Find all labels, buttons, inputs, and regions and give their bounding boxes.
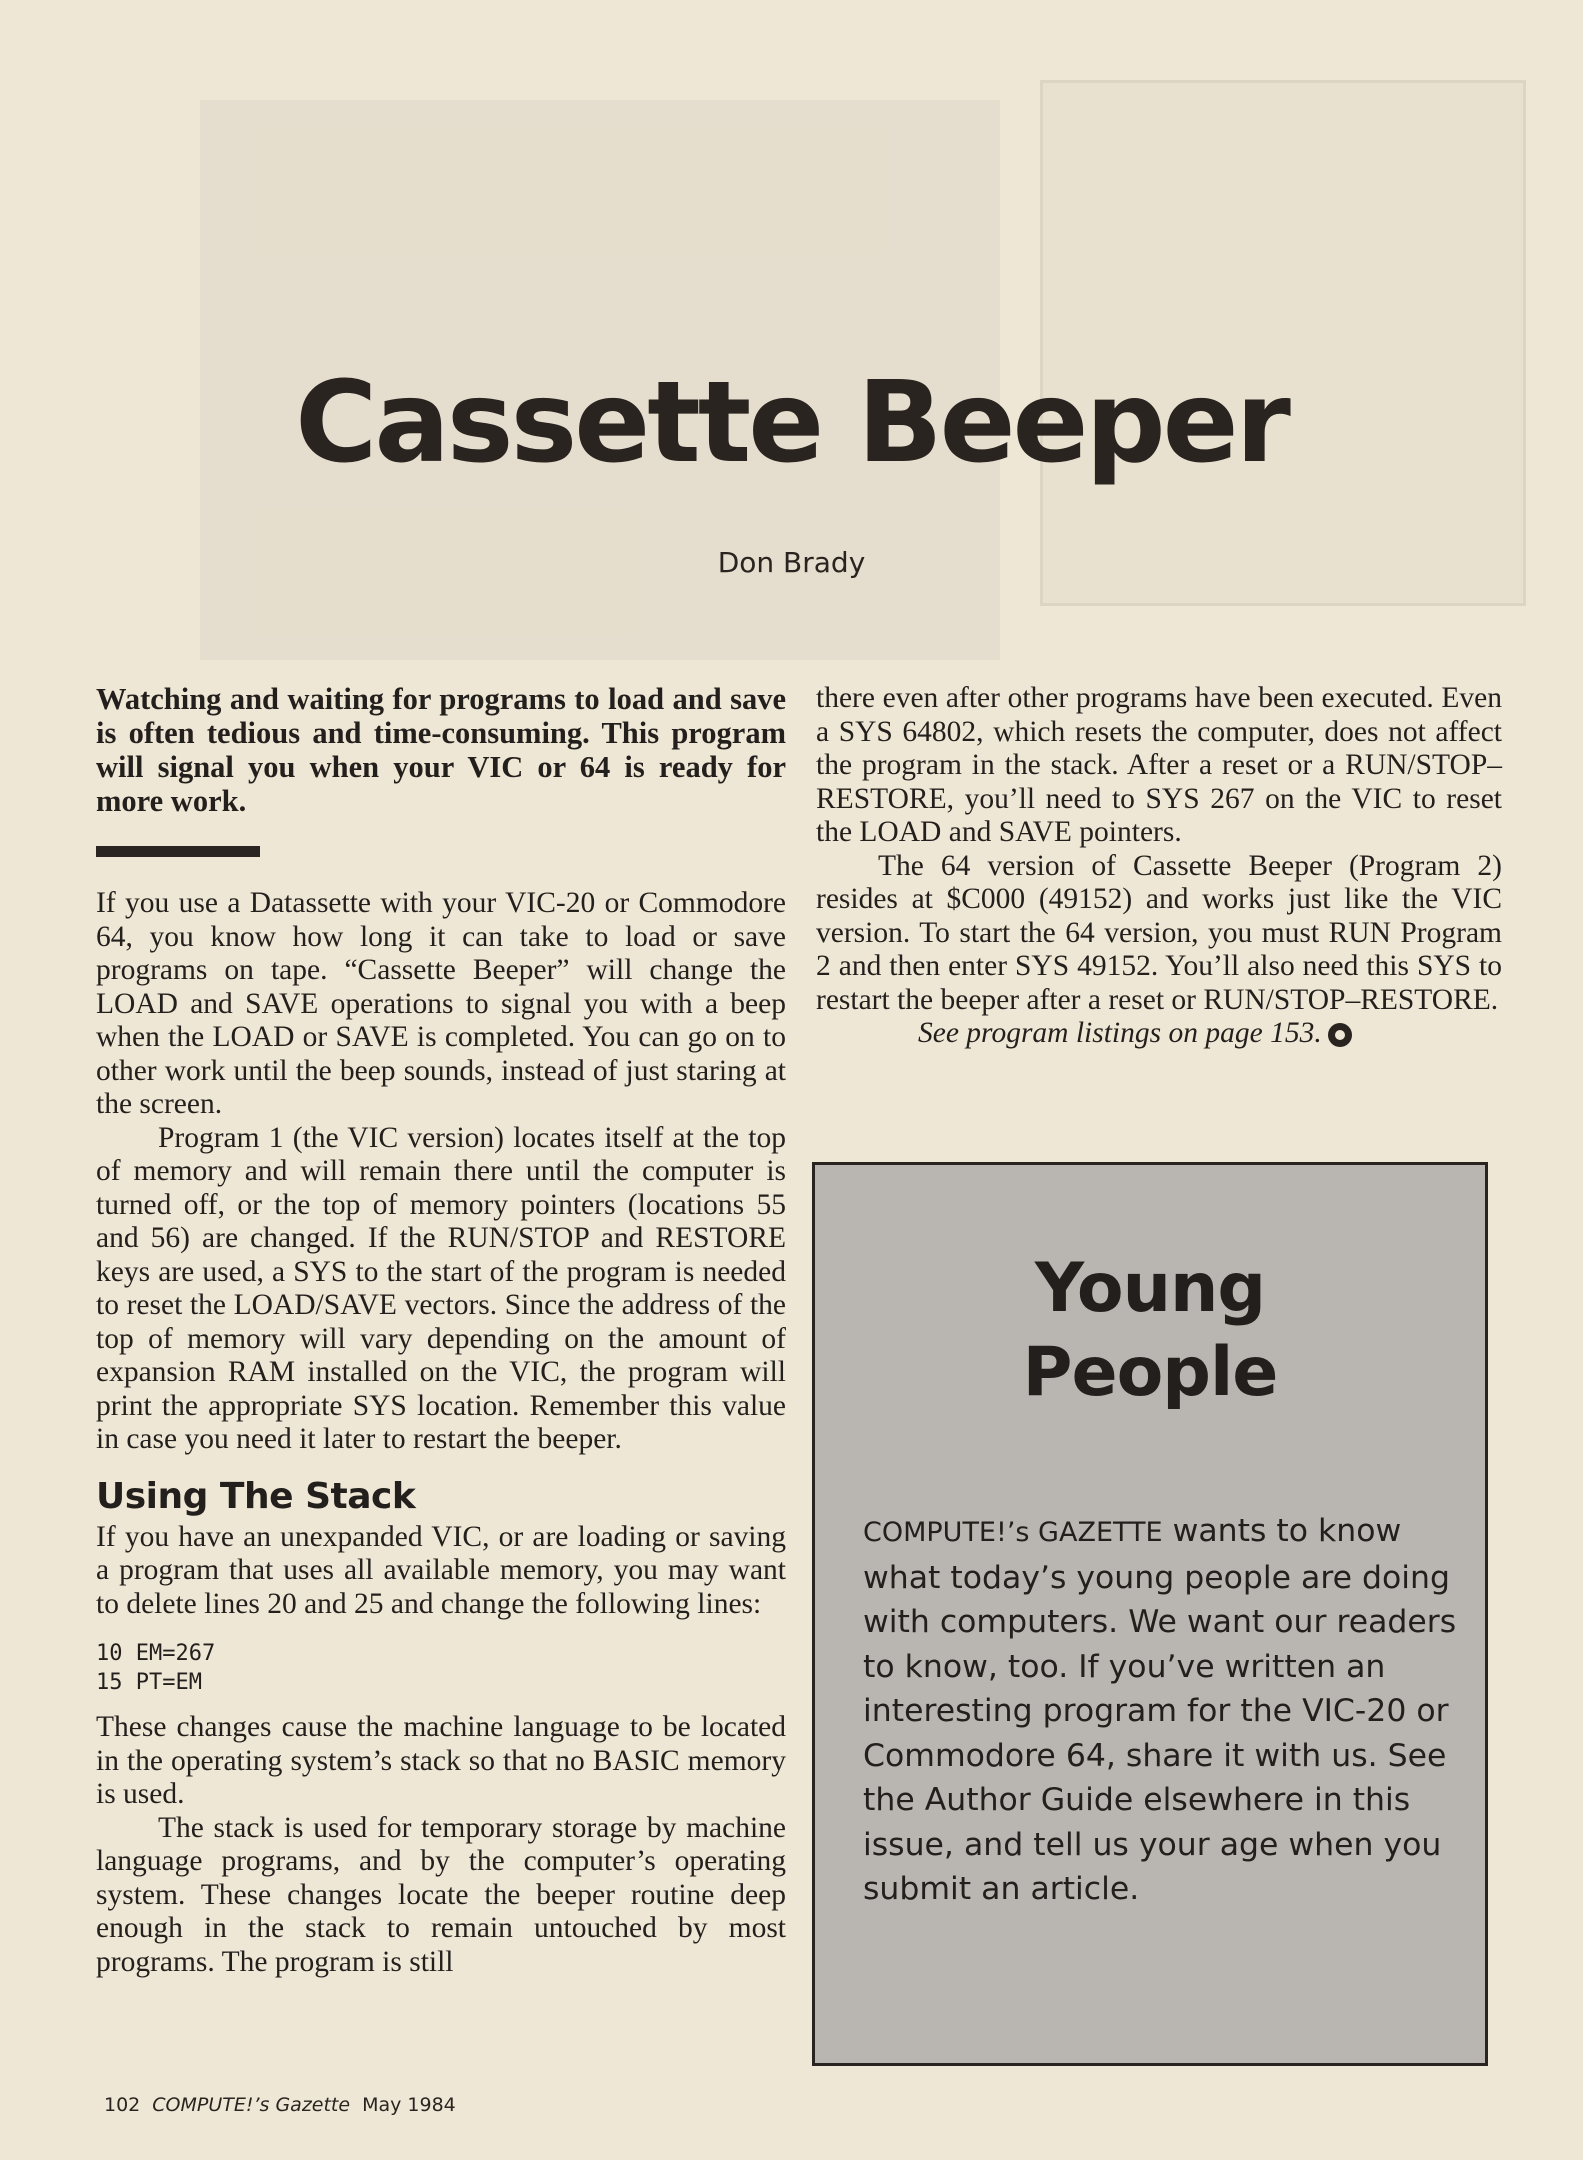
body-paragraph: Program 1 (the VIC version) locates itself at the top of memory and will remain there until the computer is turned off, or the top of memory pointers (locations 55 and 56) are changed. If the RUN/STOP and RESTORE keys are used, a SYS to the start of the program is needed to reset the LOAD/SAVE vectors. Since the address of the top of memory will vary depending on the amount of expansion RAM installed on the VIC, the program will print the appropriate SYS location. Remember this value in case you need it later to restart the beeper. xyxy=(96,1121,786,1455)
body-paragraph: The stack is used for temporary storage by machine language programs, and by the computer’s operating system. These changes locate the beeper routine deep enough in the stack to remain untouched by most programs. The program is still xyxy=(96,1811,786,1978)
divider-rule xyxy=(96,846,260,857)
end-mark-icon xyxy=(1328,1023,1352,1047)
code-listing xyxy=(96,1639,786,1697)
sidebar-body xyxy=(863,1509,1463,1912)
bleed-through-shadow xyxy=(1040,80,1526,606)
sidebar-title-line: People xyxy=(1022,1333,1278,1412)
issue-date: May 1984 xyxy=(362,2094,456,2116)
body-paragraph: there even after other programs have been executed. Even a SYS 64802, which resets the computer, does not affect the program in the stack. After a reset or a RUN/STOP–RESTORE, you’ll need to SYS 267 on the VIC to reset the LOAD and SAVE pointers. xyxy=(816,682,1502,848)
body-paragraph: The 64 version of Cassette Beeper (Program 2) resides at $C000 (49152) and works just like the VIC version. To start the 64 version, you must RUN Program 2 and then enter SYS 49152. You’ll also need this SYS to restart the beeper after a reset or RUN/STOP–RESTORE. xyxy=(816,849,1502,1016)
body-paragraph: If you use a Datassette with your VIC-20 or Commodore 64, you know how long it can take to load or save programs on tape. “Cassette Beeper” will change the LOAD and SAVE operations to signal you with a beep when the LOAD or SAVE is completed. You can go on to other work until the beep sounds, instead of just staring at the screen. xyxy=(96,887,786,1120)
right-column xyxy=(816,682,1502,1051)
listing-reference-text: See program listings on page 153. xyxy=(918,1017,1322,1049)
magazine-name: COMPUTE!’s Gazette xyxy=(152,2094,351,2116)
left-column xyxy=(96,682,786,1979)
page-number: 102 xyxy=(104,2094,141,2116)
young-people-sidebar xyxy=(812,1162,1488,2066)
author-byline: Don Brady xyxy=(717,546,866,579)
code-line: 10 EM=267 xyxy=(96,1641,216,1666)
body-paragraph: These changes cause the machine language to be located in the operating system’s stack so that no BASIC memory is used. xyxy=(96,1711,786,1810)
body-paragraph: If you have an unexpanded VIC, or are loading or saving a program that uses all available memory, you may want to delete lines 20 and 25 and change the following lines: xyxy=(96,1520,786,1620)
article-title: Cassette Beeper xyxy=(295,358,1288,488)
sidebar-title-line: Young xyxy=(1034,1249,1266,1328)
sidebar-title xyxy=(815,1247,1485,1415)
sidebar-body-text: wants to know what today’s young people are doing with computers. We want our readers to know, too. If you’ve written an interesting program for the VIC-20 or Commodore 64, share it with us. See the Author Guide elsewhere in this issue, and tell us your age when you submit an article. xyxy=(863,1513,1457,1907)
page-footer xyxy=(104,2094,456,2116)
magazine-brand: COMPUTE!’s GAZETTE xyxy=(863,1517,1163,1548)
article-lead: Watching and waiting for programs to load and save is often tedious and time-consuming. This program will signal you when your VIC or 64 is ready for more work. xyxy=(96,682,786,818)
listing-reference xyxy=(816,1017,1502,1051)
section-heading: Using The Stack xyxy=(96,1475,416,1517)
code-line: 15 PT=EM xyxy=(96,1670,202,1695)
